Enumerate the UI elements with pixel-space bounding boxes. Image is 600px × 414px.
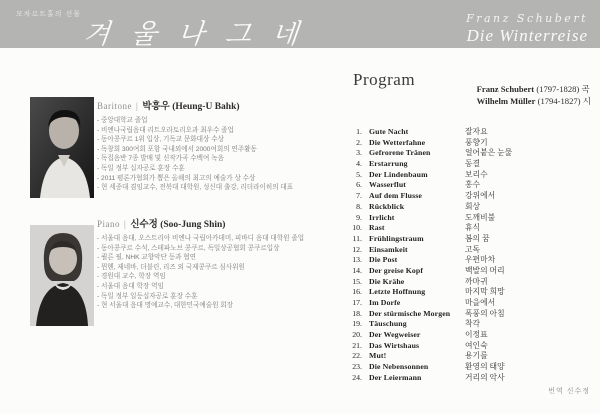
piano-role-label: Piano xyxy=(97,219,121,229)
bio-line: - 동아콩쿠르 1위 입상, 기독교 문화대상 수상 xyxy=(97,135,325,145)
song-title-korean: 이정표 xyxy=(465,330,488,340)
song-number: 17. xyxy=(352,298,362,307)
bio-line: - 뮌헨, 제네바, 더블린, 리즈 외 국제콩쿠르 심사위원 xyxy=(97,263,325,273)
song-number: 14. xyxy=(352,265,362,275)
piano-name: 신수정 (Soo-Jung Shin) xyxy=(130,220,226,230)
program-row xyxy=(345,318,593,329)
song-title-german: Wasserflut xyxy=(369,180,406,190)
program-row xyxy=(345,254,593,265)
header-tagline: 모차르트홀의 선물 xyxy=(16,11,82,18)
song-number: 9. xyxy=(356,212,362,222)
program-row xyxy=(345,361,593,372)
song-title-korean: 잘자요 xyxy=(465,127,488,136)
song-title-korean: 동결 xyxy=(465,159,481,169)
baritone-block xyxy=(97,98,325,193)
header-work-title: Die Winterreise xyxy=(466,26,588,45)
program-row xyxy=(345,340,593,351)
song-title-korean: 백발의 머리 xyxy=(465,265,505,275)
program-row xyxy=(345,244,593,255)
piano-bio-list xyxy=(97,234,325,311)
song-title-german: Gute Nacht xyxy=(369,127,409,136)
song-number: 5. xyxy=(356,169,362,179)
song-title-korean: 회상 xyxy=(465,201,481,211)
song-number: 19. xyxy=(352,319,362,329)
title-calligraphy: 겨울나그네 xyxy=(82,19,321,50)
program-row xyxy=(345,265,593,276)
song-title-german: Der greise Kopf xyxy=(369,265,424,275)
song-title-korean: 도깨비불 xyxy=(465,212,496,222)
song-number: 23. xyxy=(352,362,362,372)
program-row xyxy=(345,286,593,297)
song-title-korean: 마지막 희망 xyxy=(465,287,505,297)
credits-block xyxy=(477,83,591,107)
song-title-german: Das Wirtshaus xyxy=(369,340,420,350)
song-number: 6. xyxy=(356,180,362,190)
program-row xyxy=(345,126,593,137)
bio-line: - 중앙대학교 졸업 xyxy=(97,116,325,126)
song-number: 4. xyxy=(356,159,362,169)
separator: | xyxy=(124,219,127,229)
program-row xyxy=(345,179,593,190)
song-title-german: Rückblick xyxy=(369,201,405,211)
bio-line: - 독집음반 7종 발매 및 신작가곡 수백여 녹음 xyxy=(97,154,325,164)
bio-line: - 2011 평론가협회가 뽑은 올해의 최고의 예술가 상 수상 xyxy=(97,174,325,184)
song-number: 16. xyxy=(352,287,362,297)
program-list xyxy=(345,126,593,383)
song-number: 8. xyxy=(356,201,362,211)
song-title-german: Einsamkeit xyxy=(369,244,408,254)
song-title-korean: 까마귀 xyxy=(465,276,488,286)
song-title-german: Der stürmische Morgen xyxy=(369,308,451,318)
header-composer-script: Franz Schubert xyxy=(466,12,588,25)
separator: | xyxy=(136,101,139,111)
song-title-korean: 여인숙 xyxy=(465,340,488,350)
credit-line xyxy=(477,95,591,107)
program-row xyxy=(345,276,593,287)
song-title-korean: 얼어붙은 눈물 xyxy=(465,148,513,158)
song-title-korean: 환영의 태양 xyxy=(465,362,505,372)
credit-line xyxy=(477,83,591,95)
song-title-german: Gefrorene Tränen xyxy=(369,148,431,158)
song-number: 22. xyxy=(352,351,362,361)
bio-line: - 현 서울대 음대 명예교수, 대한민국예술원 회장 xyxy=(97,301,325,311)
credit-name: Wilhelm Müller xyxy=(476,96,536,106)
baritone-name: 박흥우 (Heung-U Bahk) xyxy=(142,102,240,112)
song-title-korean: 착각 xyxy=(465,319,481,329)
song-title-german: Täuschung xyxy=(369,319,407,329)
song-number: 7. xyxy=(356,191,362,201)
song-title-german: Irrlicht xyxy=(369,212,395,222)
song-number: 1. xyxy=(356,127,362,136)
credit-dates: (1797-1828) 곡 xyxy=(534,84,590,94)
song-title-german: Der Wegweiser xyxy=(369,330,421,340)
song-title-german: Letzte Hoffnung xyxy=(369,287,426,297)
song-title-korean: 강위에서 xyxy=(465,191,496,201)
bio-line: - 독일 정부 일등십자공로 훈장 수훈 xyxy=(97,292,325,302)
program-row xyxy=(345,147,593,158)
song-title-korean: 풍향기 xyxy=(465,137,488,147)
program-row xyxy=(345,158,593,169)
header-band xyxy=(0,0,600,48)
song-title-german: Der Lindenbaum xyxy=(369,169,428,179)
program-row xyxy=(345,137,593,148)
program-row xyxy=(345,222,593,233)
song-title-german: Der Leiermann xyxy=(369,372,422,382)
bio-line: - 현 세종대 겸임교수, 전북대 대학원, 성신대 출강, 리더라이히의 대표 xyxy=(97,183,325,193)
song-number: 3. xyxy=(356,148,362,158)
bio-line: - 동아콩쿠르 수석, 스테파노브 콩쿠르, 독일상공협회 콩쿠르입상 xyxy=(97,244,325,254)
program-row xyxy=(345,308,593,319)
bio-line: - 서울대 음대 학장 역임 xyxy=(97,282,325,292)
song-number: 24. xyxy=(352,372,362,382)
bio-line: - 경원대 교수, 학장 역임 xyxy=(97,272,325,282)
piano-block xyxy=(97,216,325,311)
song-title-german: Die Post xyxy=(369,255,398,265)
song-title-korean: 거리의 악사 xyxy=(465,372,505,382)
credit-name: Franz Schubert xyxy=(476,84,535,94)
program-row xyxy=(345,169,593,180)
song-title-german: Mut! xyxy=(369,351,387,361)
song-title-korean: 용기를 xyxy=(465,351,488,361)
song-title-korean: 홍수 xyxy=(465,180,481,190)
bio-line: - 쾰른 필, NHK 교향악단 등과 협연 xyxy=(97,253,325,263)
piano-header xyxy=(97,216,325,230)
song-title-korean: 휴식 xyxy=(465,223,481,233)
bio-line: - 독창회 300여회 포함 국내외에서 2000여회의 연주활동 xyxy=(97,145,325,155)
song-title-german: Die Wetterfahne xyxy=(369,137,426,147)
song-number: 15. xyxy=(352,276,362,286)
song-number: 20. xyxy=(352,330,362,340)
bio-line: - 독일 정부 십자공로 훈장 수훈 xyxy=(97,164,325,174)
song-title-korean: 봄의 꿈 xyxy=(465,233,490,243)
program-row xyxy=(345,329,593,340)
baritone-role-label: Baritone xyxy=(97,101,132,111)
song-title-german: Rast xyxy=(369,223,385,233)
program-row xyxy=(345,297,593,308)
bio-line: - 비엔나국립음대 리트오라토리오과 최우수 졸업 xyxy=(97,126,325,136)
program-row xyxy=(345,190,593,201)
song-title-german: Auf dem Flusse xyxy=(369,191,422,201)
translation-credit: 번역 신수정 xyxy=(548,388,590,395)
song-title-german: Im Dorfe xyxy=(369,298,401,307)
program-title: Program xyxy=(353,70,416,89)
song-number: 12. xyxy=(352,244,362,254)
song-number: 10. xyxy=(352,223,362,233)
song-number: 13. xyxy=(352,255,362,265)
song-title-german: Frühlingstraum xyxy=(369,233,424,243)
song-title-korean: 보리수 xyxy=(465,169,488,179)
song-number: 18. xyxy=(352,308,362,318)
song-title-german: Die Nebensonnen xyxy=(369,362,429,372)
program-row xyxy=(345,233,593,244)
song-title-korean: 폭풍의 아침 xyxy=(465,308,505,318)
baritone-bio-list xyxy=(97,116,325,193)
program-row xyxy=(345,372,593,383)
song-number: 21. xyxy=(352,340,362,350)
song-number: 11. xyxy=(352,233,362,243)
song-number: 2. xyxy=(356,137,362,147)
baritone-header xyxy=(97,98,325,112)
song-title-korean: 우편마차 xyxy=(465,255,496,265)
program-row xyxy=(345,201,593,212)
baritone-photo xyxy=(30,97,94,198)
song-title-korean: 고독 xyxy=(465,244,481,254)
song-title-korean: 마을에서 xyxy=(465,298,496,307)
bio-line: - 서울대 음대, 오스트리아 비엔나 국립아카데미, 피바디 음대 대학원 졸업 xyxy=(97,234,325,244)
program-row xyxy=(345,350,593,361)
credit-dates: (1794-1827) 시 xyxy=(535,96,591,106)
piano-photo xyxy=(30,225,94,326)
song-title-german: Erstarrung xyxy=(369,159,408,169)
program-row xyxy=(345,212,593,223)
header-right xyxy=(466,12,588,46)
song-title-german: Die Krähe xyxy=(369,276,405,286)
